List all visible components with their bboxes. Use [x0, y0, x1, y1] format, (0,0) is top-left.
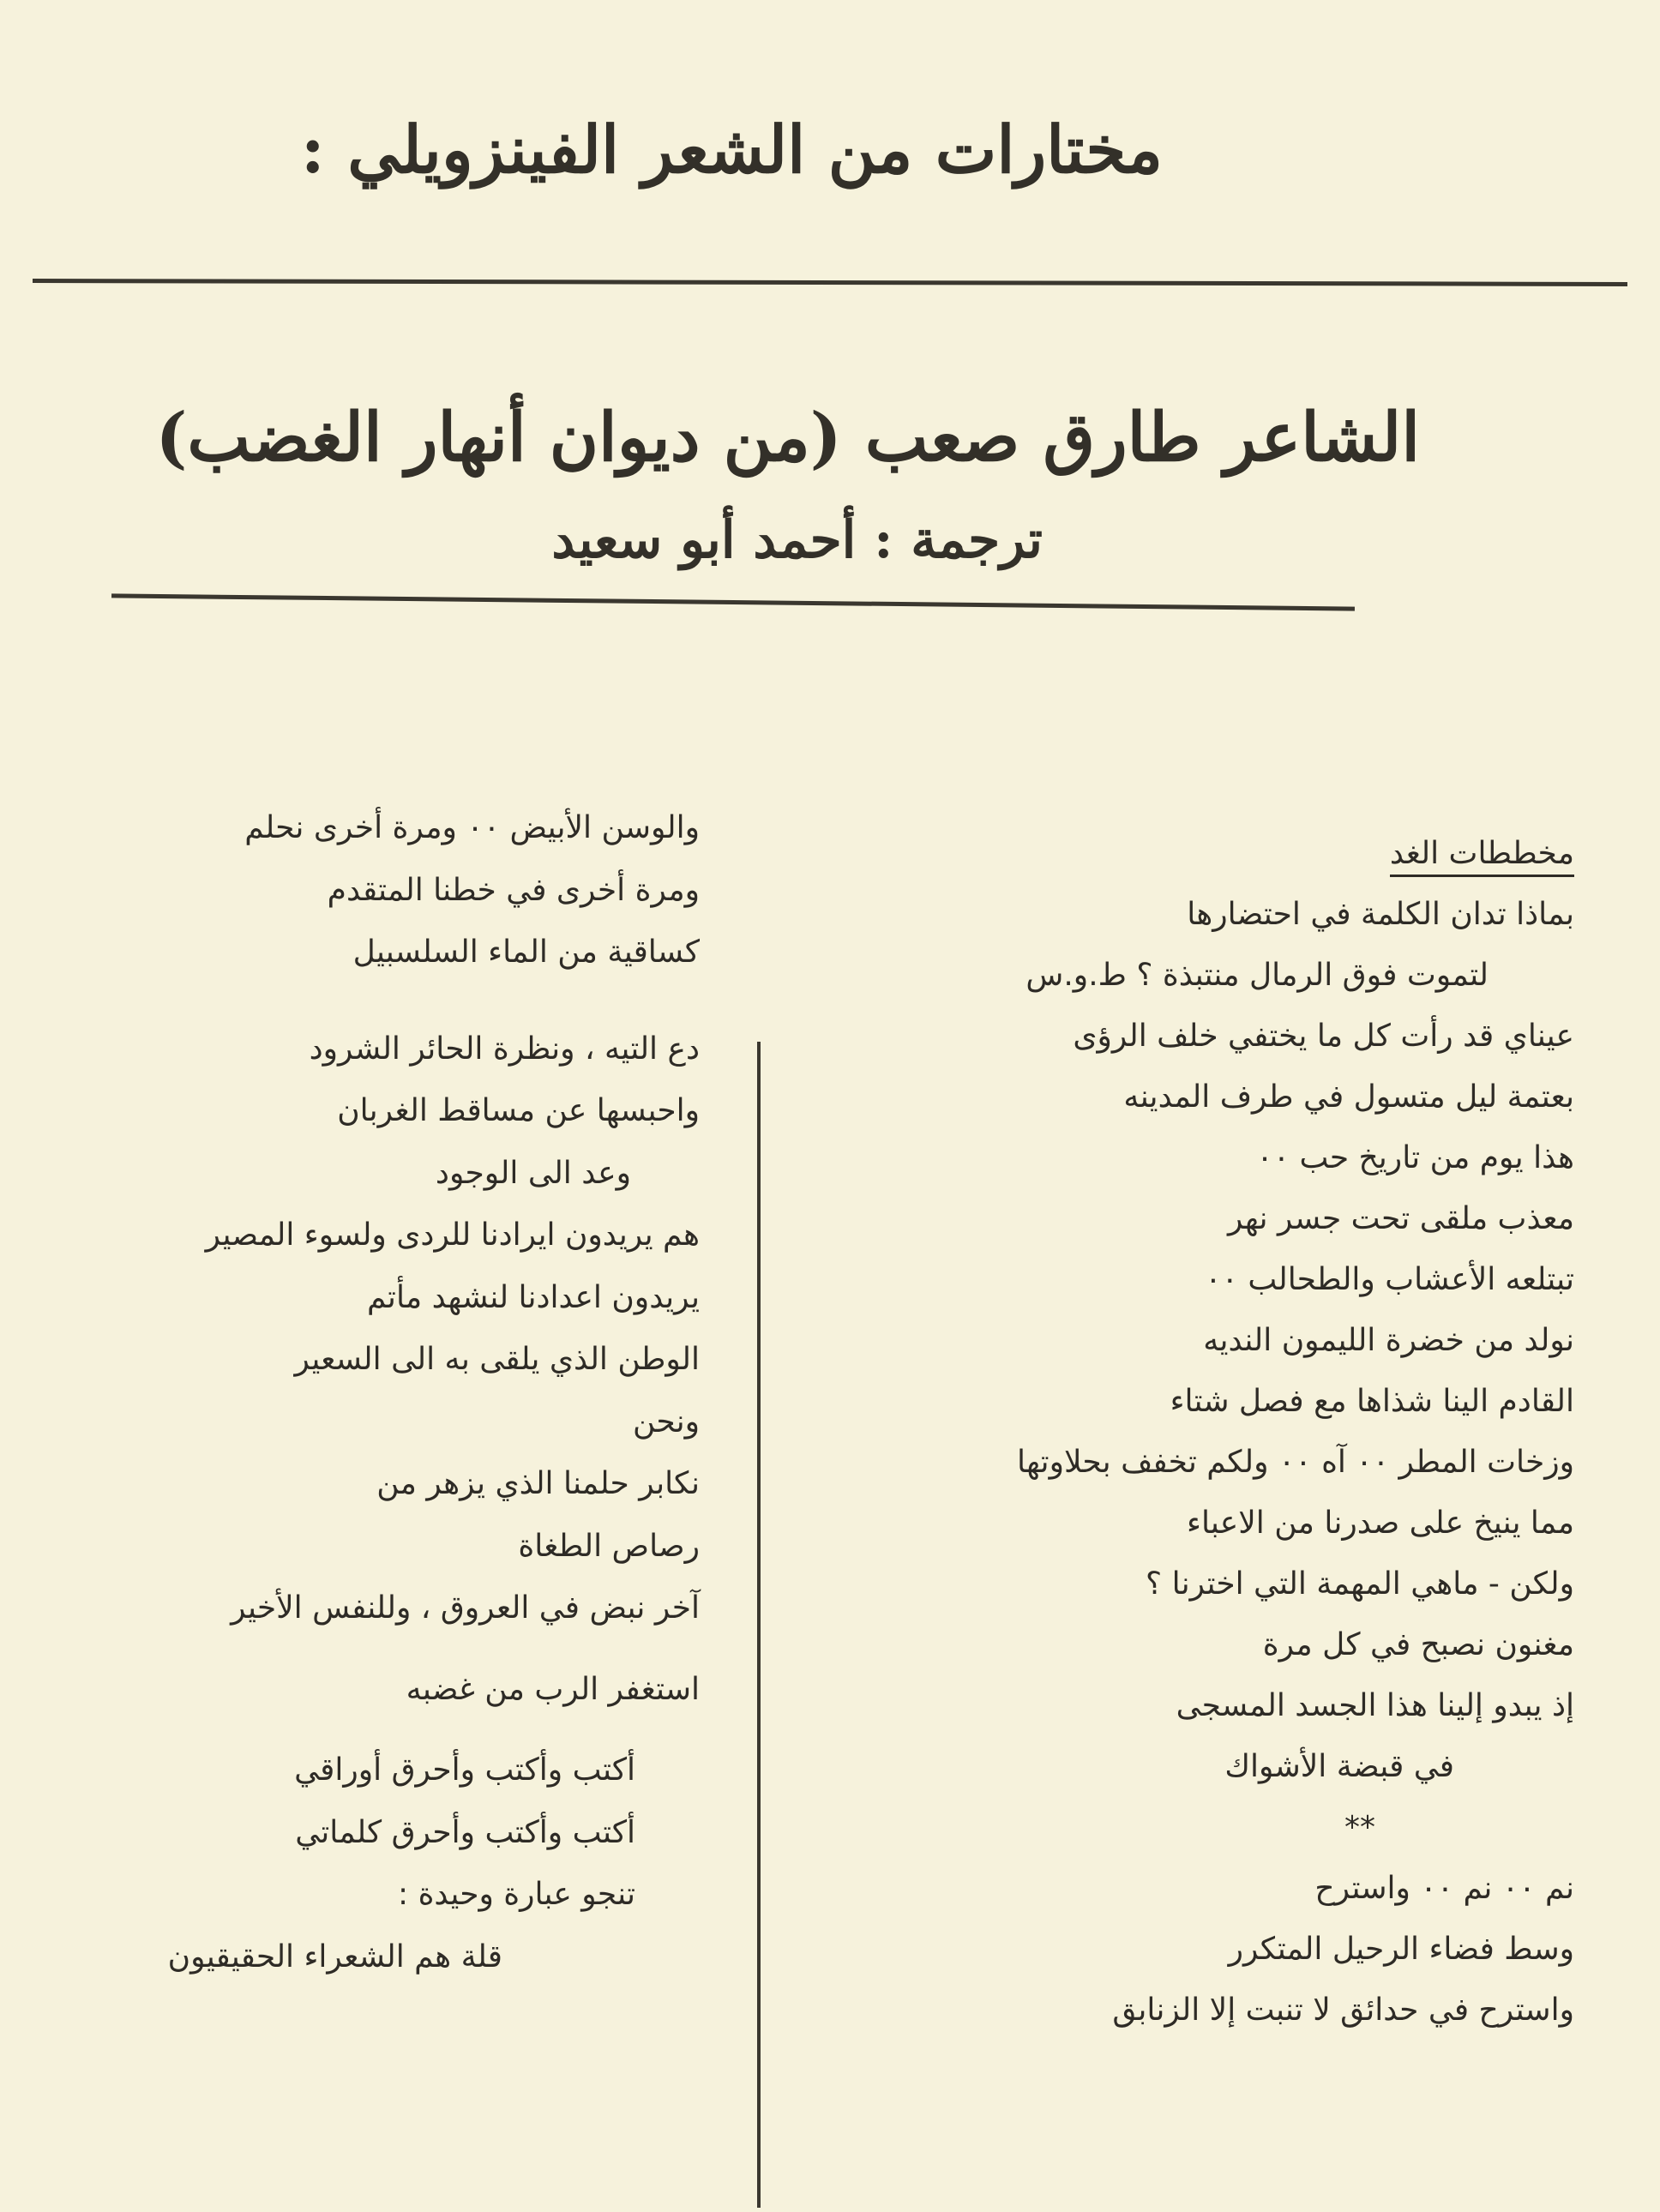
- poem-line: أكتب وأكتب وأحرق كلماتي: [295, 1814, 635, 1850]
- poem-line: أكتب وأكتب وأحرق أوراقي: [294, 1752, 635, 1788]
- poem-line: نم ٠٠ نم ٠٠ واسترح: [1314, 1871, 1574, 1906]
- poem-line: ولكن - ماهي المهمة التي اخترنا ؟: [1146, 1566, 1574, 1602]
- poem-title: مخططات الغد: [1390, 833, 1574, 877]
- poem-line: يريدون اعدادنا لنشهد مأتم: [366, 1279, 700, 1315]
- poem-line: بعتمة ليل متسول في طرف المدينه: [1123, 1079, 1574, 1115]
- poem-line: والوسن الأبيض ٠٠ ومرة أخرى نحلم: [244, 810, 700, 845]
- poem-line: قلة هم الشعراء الحقيقيون: [167, 1939, 502, 1975]
- divider-middle: [111, 593, 1355, 610]
- translator-credit: ترجمة : أحمد أبو سعيد: [551, 510, 1043, 570]
- poem-line: في قبضة الأشواك: [1224, 1749, 1454, 1784]
- poem-line: وسط فضاء الرحيل المتكرر: [1228, 1932, 1574, 1967]
- poem-line: هم يريدون ايرادنا للردى ولسوء المصير: [205, 1217, 700, 1253]
- poem-line: واسترح في حدائق لا تنبت إلا الزنابق: [1112, 1993, 1574, 2028]
- poem-line: معذب ملقى تحت جسر نهر: [1228, 1201, 1574, 1236]
- poem-line: نولد من خضرة الليمون النديه: [1203, 1323, 1574, 1358]
- poem-line: لتموت فوق الرمال منتبذة ؟ ط.و.س: [1025, 958, 1489, 993]
- poem-line: عيناي قد رأت كل ما يختفي خلف الرؤى: [1073, 1019, 1574, 1054]
- poem-line: الوطن الذي يلقى به الى السعير: [294, 1342, 700, 1377]
- poem-line: تنجو عبارة وحيدة :: [398, 1877, 635, 1912]
- poem-line: مما ينيخ على صدرنا من الاعباء: [1187, 1506, 1574, 1541]
- poem-line: ونحن: [632, 1404, 700, 1440]
- poem-line: مغنون نصبح في كل مرة: [1262, 1627, 1574, 1662]
- poem-title-line: [837, 823, 1574, 884]
- poem-line: ومرة أخرى في خطنا المتقدم: [327, 872, 700, 908]
- poem-column-left: [0, 797, 700, 1988]
- poem-line: إذ يبدو إلينا هذا الجسد المسجى: [1176, 1688, 1574, 1723]
- poem-line: رصاص الطغاة: [518, 1528, 700, 1564]
- poem-line: استغفر الرب من غضبه: [406, 1671, 700, 1707]
- poem-line: بماذا تدان الكلمة في احتضارها: [1187, 897, 1574, 932]
- poem-line: وعد الى الوجود: [435, 1155, 631, 1191]
- poem-line: دع التيه ، ونظرة الحائر الشرود: [309, 1031, 700, 1067]
- section-separator: **: [1344, 1810, 1375, 1845]
- poem-line: القادم الينا شذاها مع فصل شتاء: [1170, 1384, 1574, 1419]
- poem-column-right: [837, 823, 1574, 2041]
- divider-top: [33, 279, 1627, 286]
- poem-line: وزخات المطر ٠٠ آه ٠٠ ولكم تخفف بحلاوتها: [1016, 1445, 1574, 1480]
- page-title: مختارات من الشعر الفينزويلي :: [300, 111, 1163, 188]
- poem-line: واحبسها عن مساقط الغربان: [337, 1093, 700, 1128]
- poet-heading: الشاعر طارق صعب (من ديوان أنهار الغضب): [155, 399, 1420, 477]
- poem-line: كساقية من الماء السلسبيل: [352, 935, 700, 970]
- poem-line: تبتلعه الأعشاب والطحالب ٠٠: [1205, 1262, 1574, 1297]
- column-divider: [757, 1042, 761, 2208]
- poem-line: هذا يوم من تاريخ حب ٠٠: [1256, 1140, 1574, 1175]
- poem-line: آخر نبض في العروق ، وللنفس الأخير: [231, 1590, 700, 1626]
- poem-line: نكابر حلمنا الذي يزهر من: [376, 1466, 700, 1501]
